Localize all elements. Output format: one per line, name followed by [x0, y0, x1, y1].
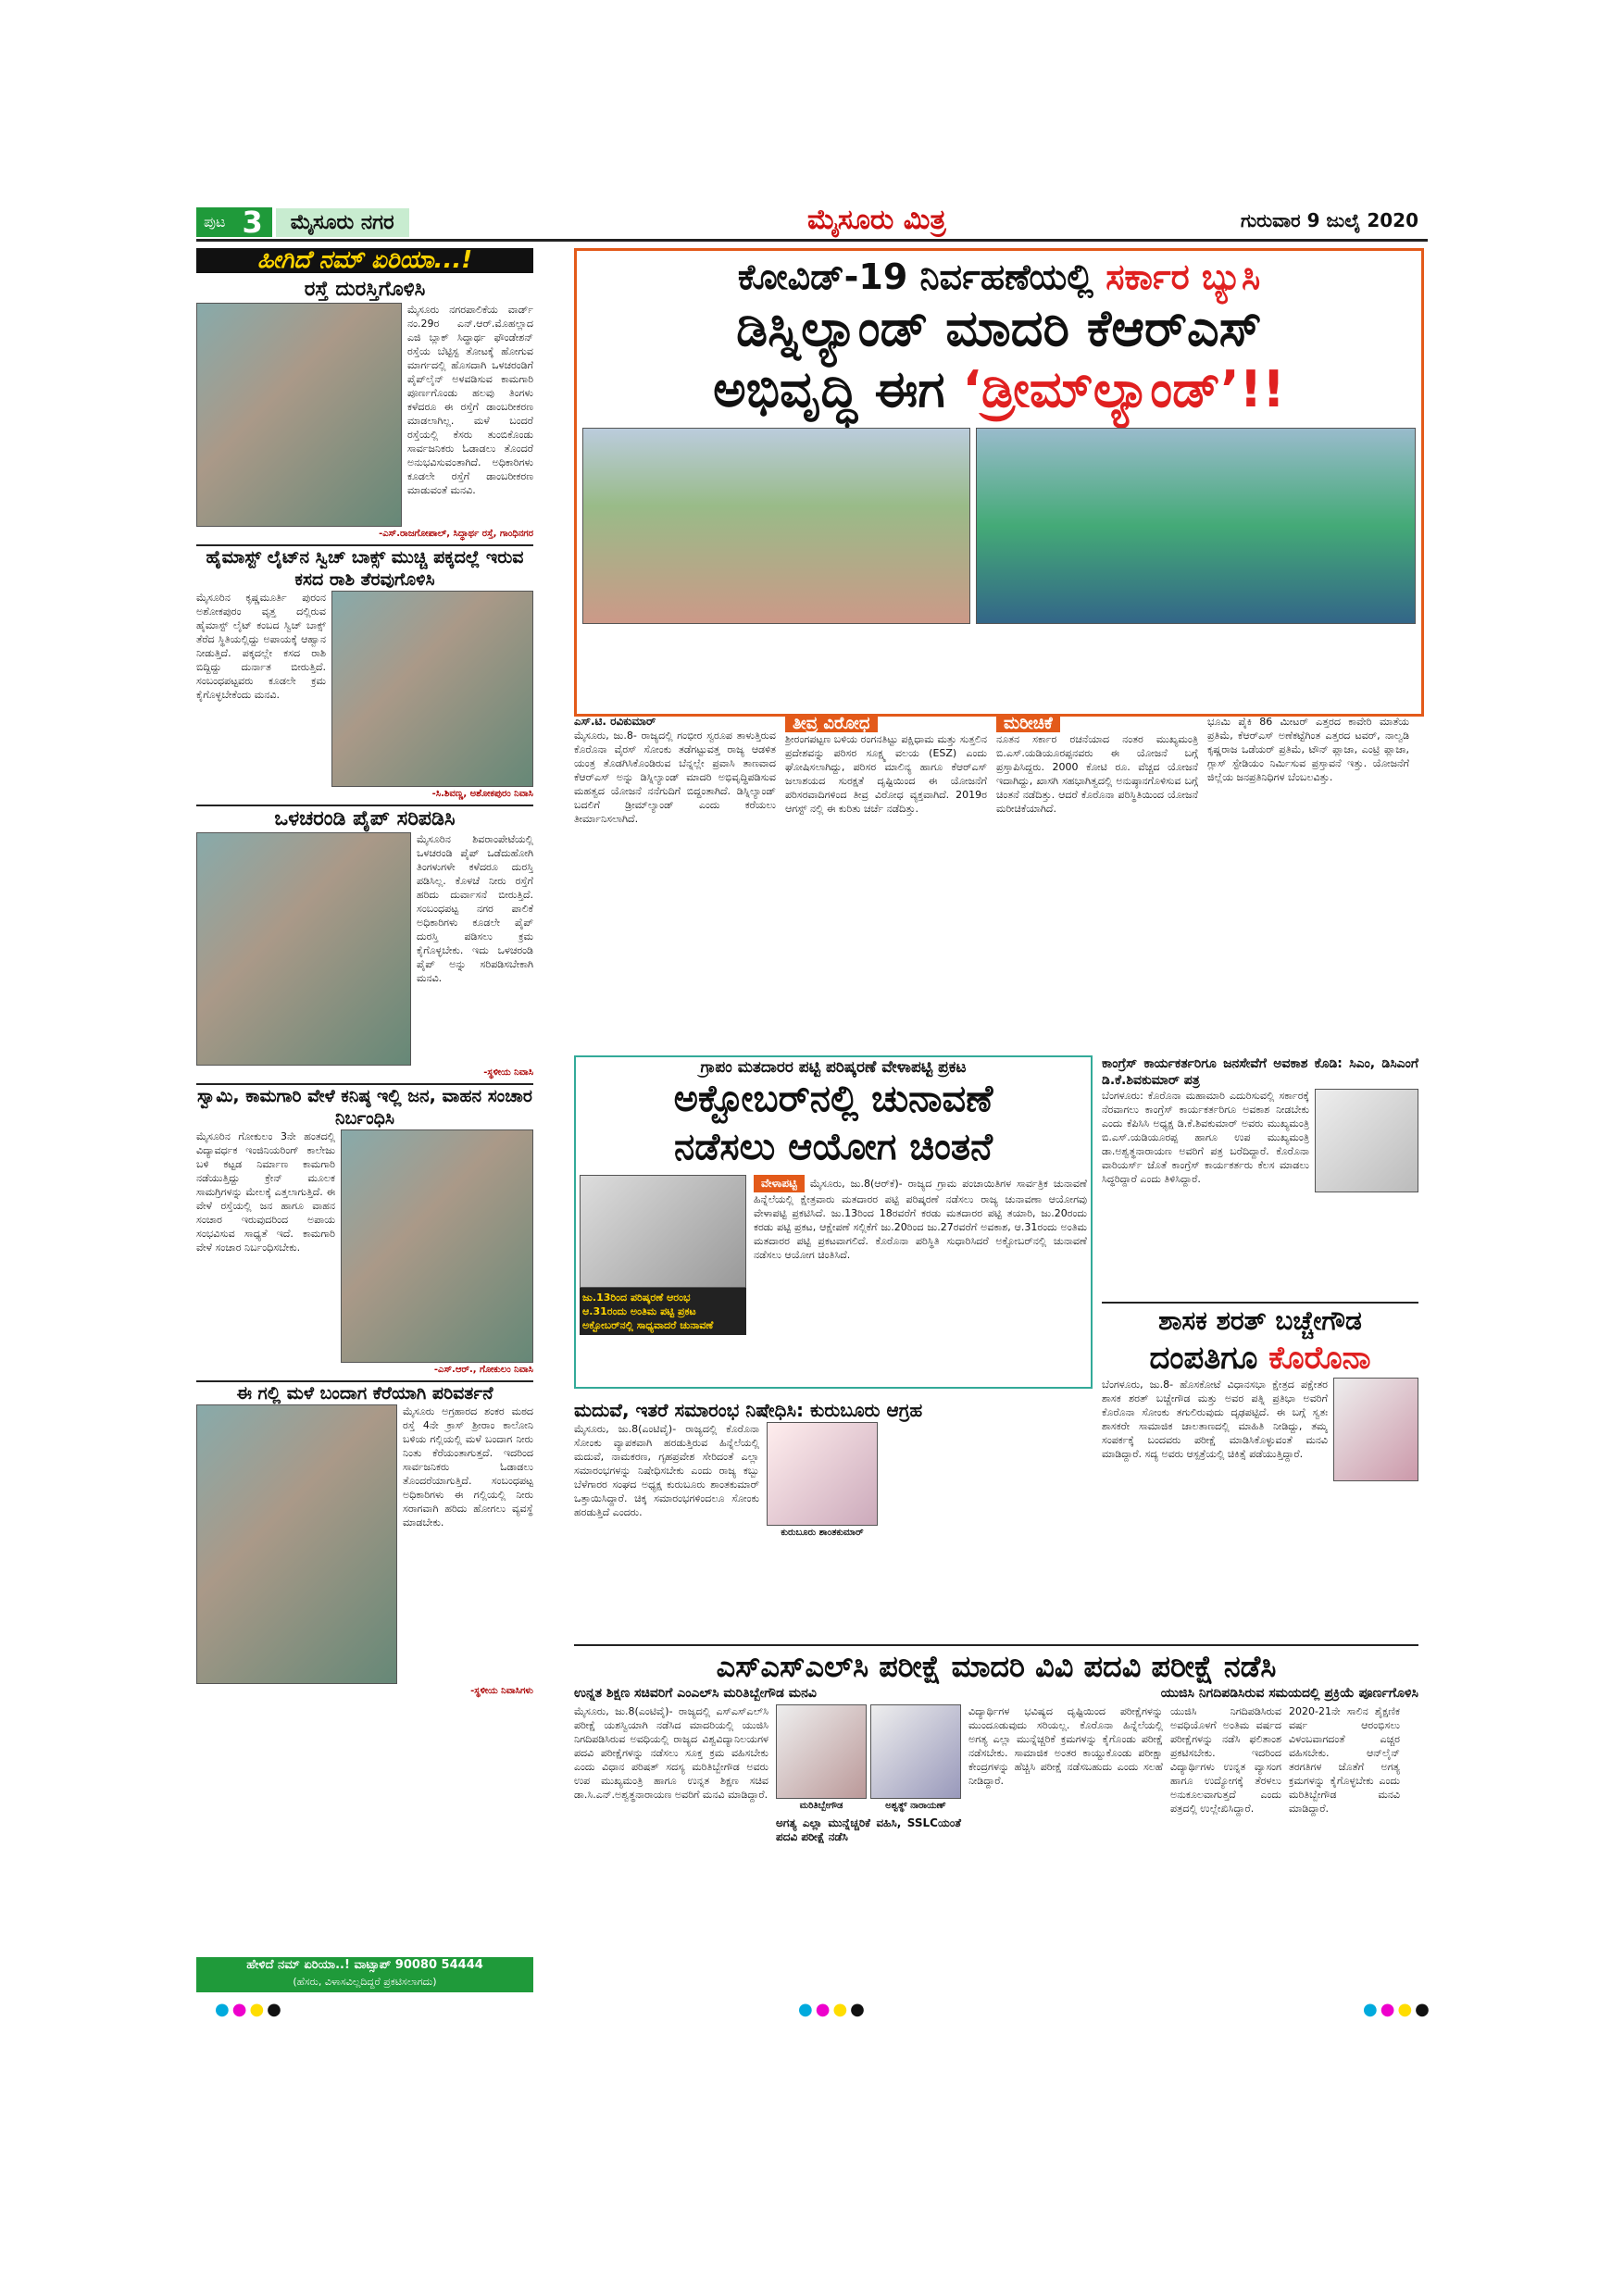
sslc-sub1: ಉನ್ನತ ಶಿಕ್ಷಣ ಸಚಿವರಿಗೆ ಎಂಎಲ್‌ಸಿ ಮರಿತಿಬ್ಬೇಗೌಡ ಮನವಿ: [574, 1686, 817, 1701]
election-body: ಮೈಸೂರು, ಜು.8(ಆರ್‌ಕೆ)- ರಾಜ್ಯದ ಗ್ರಾಮ ಪಂಚಾಯಿತಿಗಳ ಸಾರ್ವತ್ರಿಕ ಚುನಾವಣೆ ಹಿನ್ನೆಲೆಯಲ್ಲಿ ಕ್ಷೇತ್ರವಾರು ಮತದಾರರ ಪಟ್ಟಿ ಪರಿಷ್ಕರಣೆ ನಡೆಸಲು ರಾಜ್ಯ ಚುನಾವಣಾ ಆಯೋಗವು ವೇಳಾಪಟ್ಟಿ ಪ್ರಕಟಿಸಿದೆ. ಜು.13ರಿಂದ 18ರವರೆಗೆ ಕರಡು ಮತದಾರರ ಪಟ್ಟಿ ತಯಾರಿ, ಜು.20ರಂದು ಕರಡು ಪಟ್ಟಿ ಪ್ರಕಟ, ಆಕ್ಷೇಪಣೆ ಸಲ್ಲಿಕೆಗೆ ಜು.20ರಿಂದ ಜು.27ರವರೆಗೆ ಅವಕಾಶ, ಆ.31ರಂದು ಅಂತಿಮ ಮತದಾರರ ಪಟ್ಟಿ ಪ್ರಕಟವಾಗಲಿದೆ. ಕೊರೊನಾ ಪರಿಸ್ಥಿತಿ ಸುಧಾರಿಸಿದರೆ ಅಕ್ಟೋಬರ್‌ನಲ್ಲಿ ಚುನಾವಣೆ ನಡೆಸಲು ಆಯೋಗ ಚಿಂತಿಸಿದೆ.: [754, 1178, 1087, 1261]
registration-dots-left: ●●●●: [215, 2000, 284, 2019]
issue-date: ಗುರುವಾರ 9 ಜುಲೈ 2020: [1241, 209, 1418, 231]
section-title: ಮೈಸೂರು ನಗರ: [276, 208, 409, 237]
mla-headline1: ಶಾಸಕ ಶರತ್ ಬಚ್ಚೇಗೌಡ: [1158, 1305, 1362, 1336]
area-banner: ಹೀಗಿದೆ ನಮ್ ಏರಿಯಾ...!: [196, 248, 533, 273]
registration-dots-right: ●●●●: [1363, 2000, 1432, 2019]
marriage-headline: ಮದುವೆ, ಇತರೆ ಸಮಾರಂಭ ನಿಷೇಧಿಸಿ: ಕುರುಬೂರು ಆಗ್ರಹ: [574, 1399, 923, 1421]
story2-body: ಮೈಸೂರಿನ ಕೃಷ್ಣಮೂರ್ತಿ ಪುರಂನ ಅಶೋಕಪುರಂ ವೃತ್ತ ದಲ್ಲಿರುವ ಹೈಮಾಸ್ಟ್ ಲೈಟ್ ಕಂಬದ ಸ್ವಿಚ್ ಬಾಕ್ಸ್ ತೆರೆದ ಸ್ಥಿತಿಯಲ್ಲಿದ್ದು ಅಪಾಯಕ್ಕೆ ಆಹ್ವಾನ ನೀಡುತ್ತಿದೆ. ಪಕ್ಕದಲ್ಲೇ ಕಸದ ರಾಶಿ ಬಿದ್ದಿದ್ದು ದುರ್ನಾತ ಬೀರುತ್ತಿದೆ. ಸಂಬಂಧಪಟ್ಟವರು ಕೂಡಲೇ ಕ್ರಮ ಕೈಗೊಳ್ಳಬೇಕೆಂದು ಮನವಿ.: [196, 592, 326, 701]
story5-credit: -ಸ್ಥಳೀಯ ನಿವಾಸಿಗಳು: [470, 1686, 533, 1696]
sslc-story: [574, 1644, 1418, 1959]
lead-kicker-black: ಕೋವಿಡ್-19 ನಿರ್ವಹಣೆಯಲ್ಲಿ: [737, 256, 1093, 297]
story5-photo: [196, 1404, 397, 1684]
lead-byline: ಎಸ್.ಟಿ. ರವಿಕುಮಾರ್: [574, 715, 656, 728]
story4-photo: [341, 1129, 533, 1363]
marriage-story: [574, 1398, 1093, 1639]
story4-credit: -ಎಸ್.ಆರ್., ಗೋಕುಲಂ ನಿವಾಸಿ: [433, 1365, 533, 1375]
footer-note: (ಹೆಸರು, ವಿಳಾಸವಿಲ್ಲದಿದ್ದರೆ ಪ್ರಕಟಿಸಲಾಗದು): [293, 1976, 437, 1988]
lead-col2: ಶ್ರೀರಂಗಪಟ್ಟಣ ಬಳಿಯ ರಂಗನತಿಟ್ಟು ಪಕ್ಷಿಧಾಮ ಮತ್ತು ಸುತ್ತಲಿನ ಪ್ರದೇಶವನ್ನು ಪರಿಸರ ಸೂಕ್ಷ್ಮ ವಲಯ (ESZ) ಎಂದು ಘೋಷಿಸಲಾಗಿದ್ದು, ಪರಿಸರ ಮಾಲಿನ್ಯ ಹಾಗೂ ಕೆಆರ್‌ಎಸ್ ಜಲಾಶಯದ ಸುರಕ್ಷತೆ ದೃಷ್ಟಿಯಿಂದ ಈ ಯೋಜನೆಗೆ ಪರಿಸರವಾದಿಗಳಿಂದ ತೀವ್ರ ವಿರೋಧ ವ್ಯಕ್ತವಾಗಿದೆ. 2019ರ ಆಗಸ್ಟ್ ನಲ್ಲಿ ಈ ಕುರಿತು ಚರ್ಚೆ ನಡೆದಿತ್ತು.: [785, 733, 987, 815]
marriage-body: ಮೈಸೂರು, ಜು.8(ಎಂಟಿವೈ)- ರಾಜ್ಯದಲ್ಲಿ ಕೊರೊನಾ ಸೋಂಕು ವ್ಯಾಪಕವಾಗಿ ಹರಡುತ್ತಿರುವ ಹಿನ್ನೆಲೆಯಲ್ಲಿ ಮದುವೆ, ನಾಮಕರಣ, ಗೃಹಪ್ರವೇಶ ಸೇರಿದಂತೆ ಎಲ್ಲಾ ಸಮಾರಂಭಗಳನ್ನು ನಿಷೇಧಿಸಬೇಕು ಎಂದು ರಾಜ್ಯ ಕಬ್ಬು ಬೆಳೆಗಾರರ ಸಂಘದ ಅಧ್ಯಕ್ಷ ಕುರುಬೂರು ಶಾಂತಕುಮಾರ್ ಒತ್ತಾಯಿಸಿದ್ದಾರೆ. ಚಿಕ್ಕ ಸಮಾರಂಭಗಳಿಂದಲೂ ಸೋಂಕು ಹರಡುತ್ತಿದೆ ಎಂದರು.: [574, 1423, 759, 1518]
sslc-col3: ಯುಜಿಸಿ ನಿಗದಿಪಡಿಸಿರುವ ಅವಧಿಯೊಳಗೆ ಅಂತಿಮ ವರ್ಷದ ಪರೀಕ್ಷೆಗಳನ್ನು ನಡೆಸಿ ಫಲಿತಾಂಶ ಪ್ರಕಟಿಸಬೇಕು. ಇದರಿಂದ ವಿದ್ಯಾರ್ಥಿಗಳು ಉನ್ನತ ವ್ಯಾಸಂಗ ಹಾಗೂ ಉದ್ಯೋಗಕ್ಕೆ ತೆರಳಲು ಅನುಕೂಲವಾಗುತ್ತದೆ ಎಂದು ಪತ್ರದಲ್ಲಿ ಉಲ್ಲೇಖಿಸಿದ್ದಾರೆ.: [1170, 1705, 1281, 1815]
story3-body: ಮೈಸೂರಿನ ಶಿವರಾಂಪೇಟೆಯಲ್ಲಿ ಒಳಚರಂಡಿ ಪೈಪ್ ಒಡೆದುಹೋಗಿ ತಿಂಗಳುಗಳೇ ಕಳೆದರೂ ದುರಸ್ತಿ ಪಡಿಸಿಲ್ಲ. ಕೊಳಚೆ ನೀರು ರಸ್ತೆಗೆ ಹರಿದು ದುರ್ವಾಸನೆ ಬೀರುತ್ತಿದೆ. ಸಂಬಂಧಪಟ್ಟ ನಗರ ಪಾಲಿಕೆ ಅಧಿಕಾರಿಗಳು ಕೂಡಲೇ ಪೈಪ್ ದುರಸ್ತಿ ಪಡಿಸಲು ಕ್ರಮ ಕೈಗೊಳ್ಳಬೇಕು. ಇದು ಒಳಚರಂಡಿ ಪೈಪ್ ಅನ್ನು ಸರಿಪಡಿಸಬೇಕಾಗಿ ಮನವಿ.: [417, 833, 533, 984]
ashwath-photo: [870, 1704, 961, 1799]
congress-body: ಬೆಂಗಳೂರು: ಕೊರೊನಾ ಮಹಾಮಾರಿ ಎದುರಿಸುವಲ್ಲಿ ಸರ್ಕಾರಕ್ಕೆ ನೆರವಾಗಲು ಕಾಂಗ್ರೆಸ್ ಕಾರ್ಯಕರ್ತರಿಗೂ ಅವಕಾಶ ನೀಡಬೇಕು ಎಂದು ಕೆಪಿಸಿಸಿ ಅಧ್ಯಕ್ಷ ಡಿ.ಕೆ.ಶಿವಕುಮಾರ್ ಅವರು ಮುಖ್ಯಮಂತ್ರಿ ಬಿ.ಎಸ್.ಯಡಿಯೂರಪ್ಪ ಹಾಗೂ ಉಪ ಮುಖ್ಯಮಂತ್ರಿ ಡಾ.ಅಶ್ವತ್ಥನಾರಾಯಣ ಅವರಿಗೆ ಪತ್ರ ಬರೆದಿದ್ದಾರೆ. ಕೊರೊನಾ ವಾರಿಯರ್ಸ್ ಜೊತೆ ಕಾಂಗ್ರೆಸ್ ಕಾರ್ಯಕರ್ತರು ಕೆಲಸ ಮಾಡಲು ಸಿದ್ಧರಿದ್ದಾರೆ ಎಂದು ತಿಳಿಸಿದ್ದಾರೆ.: [1102, 1090, 1309, 1185]
story5-body: ಮೈಸೂರು ಅಗ್ರಹಾರದ ಶಂಕರ ಮಠದ ರಸ್ತೆ 4ನೇ ಕ್ರಾಸ್ ಶ್ರೀರಾಂ ಕಾಲೋನಿ ಬಳಿಯ ಗಲ್ಲಿಯಲ್ಲಿ ಮಳೆ ಬಂದಾಗ ನೀರು ನಿಂತು ಕೆರೆಯಂತಾಗುತ್ತದೆ. ಇದರಿಂದ ಸಾರ್ವಜನಿಕರು ಓಡಾಡಲು ತೊಂದರೆಯಾಗುತ್ತಿದೆ. ಸಂಬಂಧಪಟ್ಟ ಅಧಿಕಾರಿಗಳು ಈ ಗಲ್ಲಿಯಲ್ಲಿ ನೀರು ಸರಾಗವಾಗಿ ಹರಿದು ಹೋಗಲು ವ್ಯವಸ್ಥೆ ಮಾಡಬೇಕು.: [403, 1405, 533, 1529]
story4-headline: ಸ್ವಾಮಿ, ಕಾಮಗಾರಿ ವೇಳೆ ಕನಿಷ್ಠ ಇಲ್ಲಿ ಜನ, ವಾಹನ ಸಂಚಾರ ನಿರ್ಬಂಧಿಸಿ: [197, 1086, 532, 1129]
registration-dots-center: ●●●●: [798, 2000, 868, 2019]
left-column: [196, 248, 533, 1952]
story2-headline: ಹೈಮಾಸ್ಟ್ ಲೈಟ್‌ನ ಸ್ವಿಚ್ ಬಾಕ್ಸ್ ಮುಚ್ಚಿ ಪಕ್ಕದಲ್ಲೆ ಇರುವ ಕಸದ ರಾಶಿ ತೆರವುಗೊಳಿಸಿ: [206, 547, 524, 590]
story1-credit: -ಎಸ್.ರಾಜಗೋಪಾಲ್, ಸಿದ್ಧಾರ್ಥ ರಸ್ತೆ, ಗಾಂಧಿನಗರ: [379, 529, 533, 539]
election-bullet1: ಜು.13ರಿಂದ ಪರಿಷ್ಕರಣೆ ಆರಂಭ: [582, 1292, 691, 1304]
lead-headline-black: ಅಭಿವೃದ್ಧಿ ಈಗ: [713, 360, 945, 418]
story5-headline: ಈ ಗಲ್ಲಿ ಮಳೆ ಬಂದಾಗ ಕೆರೆಯಾಗಿ ಪರಿವರ್ತನೆ: [236, 1383, 493, 1404]
mla-headline2-red: ಕೊರೊನಾ: [1268, 1340, 1371, 1377]
lead-headline-line2: [577, 359, 1421, 420]
story2-photo: [331, 591, 533, 787]
area-footer: [196, 1957, 533, 1992]
page-number: 3: [232, 207, 271, 237]
lead-kicker-red: ಸರ್ಕಾರ ಬ್ಯುಸಿ: [1106, 256, 1261, 297]
lead-body: [574, 715, 1418, 1048]
lead-story-box: [574, 248, 1424, 717]
story3-credit: -ಸ್ಥಳೀಯ ನಿವಾಸಿ: [483, 1067, 533, 1078]
sslc-quote: ಅಗತ್ಯ ಎಲ್ಲಾ ಮುನ್ನೆಚ್ಚರಿಕೆ ವಹಿಸಿ, SSLCಯಂತೆ ಪದವಿ ಪರೀಕ್ಷೆ ನಡೆಸಿ: [776, 1816, 961, 1843]
election-kicker: ಗ್ರಾಪಂ ಮತದಾರರ ಪಟ್ಟಿ ಪರಿಷ್ಕರಣೆ ವೇಳಾಪಟ್ಟಿ ಪ್ರಕಟ: [700, 1058, 967, 1077]
tag-mirage: ಮರೀಚಿಕೆ: [996, 715, 1060, 732]
election-story: [574, 1055, 1093, 1389]
mla-body: ಬೆಂಗಳೂರು, ಜು.8- ಹೊಸಕೋಟೆ ವಿಧಾನಸಭಾ ಕ್ಷೇತ್ರದ ಪಕ್ಷೇತರ ಶಾಸಕ ಶರತ್ ಬಚ್ಚೇಗೌಡ ಮತ್ತು ಅವರ ಪತ್ನಿ ಪ್ರತಿಭಾ ಅವರಿಗೆ ಕೊರೊನಾ ಸೋಂಕು ತಗುಲಿರುವುದು ದೃಢಪಟ್ಟಿದೆ. ಈ ಬಗ್ಗೆ ಸ್ವತಃ ಶಾಸಕರೇ ಸಾಮಾಜಿಕ ಜಾಲತಾಣದಲ್ಲಿ ಮಾಹಿತಿ ನೀಡಿದ್ದು, ತಮ್ಮ ಸಂಪರ್ಕಕ್ಕೆ ಬಂದವರು ಪರೀಕ್ಷೆ ಮಾಡಿಸಿಕೊಳ್ಳುವಂತೆ ಮನವಿ ಮಾಡಿದ್ದಾರೆ. ಸದ್ಯ ಅವರು ಆಸ್ಪತ್ರೆಯಲ್ಲಿ ಚಿಕಿತ್ಸೆ ಪಡೆಯುತ್ತಿದ್ದಾರೆ.: [1102, 1379, 1328, 1460]
election-tag: ವೇಳಾಪಟ್ಟಿ: [754, 1175, 805, 1192]
footer-whatsapp: ಹೇಳಿದೆ ನಮ್ ಏರಿಯಾ..! ವಾಟ್ಸಾಪ್ 90080 54444: [246, 1958, 483, 1972]
sslc-sub2: ಯುಜಿಸಿ ನಿಗದಿಪಡಿಸಿರುವ ಸಮಯದಲ್ಲಿ ಪ್ರಕ್ರಿಯೆ ಪೂರ್ಣಗೊಳಿಸಿ: [1160, 1686, 1418, 1701]
congress-headline: ಕಾಂಗ್ರೆಸ್ ಕಾರ್ಯಕರ್ತರಿಗೂ ಜನಸೇವೆಗೆ ಅವಕಾಶ ಕೊಡಿ: ಸಿಎಂ, ಡಿಸಿಎಂಗೆ ಡಿ.ಕೆ.ಶಿವಕುಮಾರ್ ಪತ್ರ: [1102, 1056, 1418, 1088]
sslc-col1: ಮೈಸೂರು, ಜು.8(ಎಂಟಿವೈ)- ರಾಜ್ಯದಲ್ಲಿ ಎಸ್‌ಎಸ್‌ಎಲ್‌ಸಿ ಪರೀಕ್ಷೆ ಯಶಸ್ವಿಯಾಗಿ ನಡೆಸಿದ ಮಾದರಿಯಲ್ಲಿ ಯುಜಿಸಿ ನಿಗದಿಪಡಿಸಿರುವ ಅವಧಿಯಲ್ಲಿ ರಾಜ್ಯದ ವಿಶ್ವವಿದ್ಯಾನಿಲಯಗಳ ಪದವಿ ಪರೀಕ್ಷೆಗಳನ್ನು ನಡೆಸಲು ಸೂಕ್ತ ಕ್ರಮ ವಹಿಸಬೇಕು ಎಂದು ವಿಧಾನ ಪರಿಷತ್ ಸದಸ್ಯ ಮರಿತಿಬ್ಬೇಗೌಡ ಅವರು ಉಪ ಮುಖ್ಯಮಂತ್ರಿ ಹಾಗೂ ಉನ್ನತ ಶಿಕ್ಷಣ ಸಚಿವ ಡಾ.ಸಿ.ಎನ್.ಅಶ್ವತ್ಥನಾರಾಯಣ ಅವರಿಗೆ ಮನವಿ ಮಾಡಿದ್ದಾರೆ.: [574, 1705, 768, 1801]
election-headline2: ನಡೆಸಲು ಆಯೋಗ ಚಿಂತನೆ: [674, 1126, 993, 1168]
newspaper-page: [196, 204, 1432, 2019]
caption-ashwath: ಅಶ್ವತ್ಥ್ ನಾರಾಯಣ್: [885, 1801, 946, 1811]
story2-credit: -ಸಿ.ಶಿವಣ್ಣ, ಅಶೋಕಪುರಂ ನಿವಾಸಿ: [431, 789, 533, 799]
story4-body: ಮೈಸೂರಿನ ಗೋಕುಲಂ 3ನೇ ಹಂತದಲ್ಲಿ ವಿದ್ಯಾವರ್ಧಕ ಇಂಜಿನಿಯರಿಂಗ್ ಕಾಲೇಜು ಬಳಿ ಕಟ್ಟಡ ನಿರ್ಮಾಣ ಕಾಮಗಾರಿ ನಡೆಯುತ್ತಿದ್ದು ಕ್ರೇನ್ ಮೂಲಕ ಸಾಮಗ್ರಿಗಳನ್ನು ಮೇಲಕ್ಕೆ ಎತ್ತಲಾಗುತ್ತಿದೆ. ಈ ವೇಳೆ ರಸ್ತೆಯಲ್ಲಿ ಜನ ಹಾಗೂ ವಾಹನ ಸಂಚಾರ ಇರುವುದರಿಂದ ಅಪಾಯ ಸಂಭವಿಸುವ ಸಾಧ್ಯತೆ ಇದೆ. ಕಾಮಗಾರಿ ವೇಳೆ ಸಂಚಾರ ನಿರ್ಬಂಧಿಸಬೇಕು.: [196, 1130, 335, 1254]
page-header: [196, 204, 1428, 242]
story3-headline: ಒಳಚರಂಡಿ ಪೈಪ್ ಸರಿಪಡಿಸಿ: [274, 807, 456, 830]
mla-photo: [1333, 1378, 1418, 1481]
kuruburu-photo: [767, 1422, 878, 1526]
page-number-block: [196, 205, 409, 240]
story1-headline: ರಸ್ತೆ ದುರಸ್ತಿಗೊಳಿಸಿ: [304, 278, 426, 301]
dreamland-render-photo: [976, 428, 1416, 624]
story3-photo: [196, 832, 411, 1066]
masthead: ಮೈಸೂರು ಮಿತ್ರ: [807, 204, 946, 236]
brindavan-garden-photo: [582, 428, 970, 624]
page-tag: ಪುಟ: [196, 207, 232, 237]
dk-shivakumar-photo: [1315, 1089, 1418, 1192]
story1-photo: [196, 303, 402, 527]
election-bullet2: ಆ.31ರಂದು ಅಂತಿಮ ಪಟ್ಟಿ ಪ್ರಕಟ: [582, 1305, 696, 1317]
caption-maritibbegowda: ಮರಿತಿಬ್ಬೇಗೌಡ: [799, 1801, 843, 1811]
story1-body: ಮೈಸೂರು ನಗರಪಾಲಿಕೆಯ ವಾರ್ಡ್ ನಂ.29ರ ಎನ್.ಆರ್.ಮೊಹಲ್ಲಾದ ಎಜಿ ಬ್ಲಾಕ್ ಸಿದ್ಧಾರ್ಥ ಫೌಂಡೇಶನ್ ರಸ್ತೆಯ ಬೆಟ್ಟಿಸ್ಟ ತೋಟಕ್ಕೆ ಹೋಗುವ ಮಾರ್ಗದಲ್ಲಿ ಹೊಸದಾಗಿ ಒಳಚರಂಡಿಗೆ ಪೈಪ್‌ಲೈನ್ ಅಳವಡಿಸುವ ಕಾಮಗಾರಿ ಪೂರ್ಣಗೊಂಡು ಹಲವು ತಿಂಗಳು ಕಳೆದರೂ ಈ ರಸ್ತೆಗೆ ಡಾಂಬರೀಕರಣ ಮಾಡಲಾಗಿಲ್ಲ. ಮಳೆ ಬಂದರೆ ರಸ್ತೆಯಲ್ಲಿ ಕೆಸರು ತುಂಬಿಕೊಂಡು ಸಾರ್ವಜನಿಕರು ಓಡಾಡಲು ತೊಂದರೆ ಅನುಭವಿಸುವಂತಾಗಿದೆ. ಅಧಿಕಾರಿಗಳು ಕೂಡಲೇ ರಸ್ತೆಗೆ ಡಾಂಬರೀಕರಣ ಮಾಡುವಂತೆ ಮನವಿ.: [407, 304, 533, 496]
sslc-col2: ವಿದ್ಯಾರ್ಥಿಗಳ ಭವಿಷ್ಯದ ದೃಷ್ಟಿಯಿಂದ ಪರೀಕ್ಷೆಗಳನ್ನು ಮುಂದೂಡುವುದು ಸರಿಯಲ್ಲ. ಕೊರೊನಾ ಹಿನ್ನೆಲೆಯಲ್ಲಿ ಅಗತ್ಯ ಎಲ್ಲಾ ಮುನ್ನೆಚ್ಚರಿಕೆ ಕ್ರಮಗಳನ್ನು ಕೈಗೊಂಡು ಪರೀಕ್ಷೆ ನಡೆಸಬೇಕು. ಸಾಮಾಜಿಕ ಅಂತರ ಕಾಯ್ದುಕೊಂಡು ಪರೀಕ್ಷಾ ಕೇಂದ್ರಗಳನ್ನು ಹೆಚ್ಚಿಸಿ ಪರೀಕ್ಷೆ ನಡೆಸಬಹುದು ಎಂದು ಸಲಹೆ ನೀಡಿದ್ದಾರೆ.: [968, 1705, 1163, 1787]
tag-opposition: ತೀವ್ರ ವಿರೋಧ: [785, 715, 878, 732]
lead-headline-red: ‘ಡ್ರೀಮ್‌ಲ್ಯಾಂಡ್’!!: [962, 360, 1285, 418]
congress-story: [1102, 1055, 1418, 1296]
lead-col3: ನೂತನ ಸರ್ಕಾರ ರಚನೆಯಾದ ನಂತರ ಮುಖ್ಯಮಂತ್ರಿ ಬಿ.ಎಸ್.ಯಡಿಯೂರಪ್ಪನವರು ಈ ಯೋಜನೆ ಬಗ್ಗೆ ಪ್ರಸ್ತಾಪಿಸಿದ್ದರು. 2000 ಕೋಟಿ ರೂ. ವೆಚ್ಚದ ಯೋಜನೆ ಇದಾಗಿದ್ದು, ಖಾಸಗಿ ಸಹಭಾಗಿತ್ವದಲ್ಲಿ ಅನುಷ್ಠಾನಗೊಳಿಸುವ ಬಗ್ಗೆ ಚಿಂತನೆ ನಡೆದಿತ್ತು. ಆದರೆ ಕೊರೊನಾ ಪರಿಸ್ಥಿತಿಯಿಂದ ಯೋಜನೆ ಮರೀಚಿಕೆಯಾಗಿದೆ.: [996, 733, 1198, 815]
lead-col1: ಮೈಸೂರು, ಜು.8- ರಾಜ್ಯದಲ್ಲಿ ಗಂಭೀರ ಸ್ವರೂಪ ತಾಳುತ್ತಿರುವ ಕೊರೊನಾ ವೈರಸ್ ಸೋಂಕು ತಡೆಗಟ್ಟುವತ್ತ ರಾಜ್ಯ ಆಡಳಿತ ಯಂತ್ರ ತೊಡಗಿಸಿಕೊಂಡಿರುವ ಬೆನ್ನಲ್ಲೇ ಪ್ರವಾಸಿ ತಾಣವಾದ ಕೆಆರ್‌ಎಸ್ ಅನ್ನು ಡಿಸ್ನಿಲ್ಯಾಂಡ್ ಮಾದರಿ ಅಭಿವೃದ್ಧಿಪಡಿಸುವ ಮಹತ್ವದ ಯೋಜನೆ ನನೆಗುದಿಗೆ ಬಿದ್ದಂತಾಗಿದೆ. ಡಿಸ್ನಿಲ್ಯಾಂಡ್ ಬದಲಿಗೆ ಡ್ರೀಮ್‌ಲ್ಯಾಂಡ್ ಎಂದು ಕರೆಯಲು ತೀರ್ಮಾನಿಸಲಾಗಿದೆ.: [574, 730, 776, 825]
election-headline1: ಅಕ್ಟೋಬರ್‌ನಲ್ಲಿ ಚುನಾವಣೆ: [673, 1078, 993, 1120]
voting-finger-photo: [580, 1175, 746, 1288]
election-bullet3: ಅಕ್ಟೋಬರ್‌ನಲ್ಲಿ ಸಾಧ್ಯವಾದರೆ ಚುನಾವಣೆ: [582, 1319, 714, 1331]
mla-headline2: [1102, 1339, 1418, 1378]
lead-col4: ಭೂಮಿ ಪೈಕಿ 86 ಮೀಟರ್ ಎತ್ತರದ ಕಾವೇರಿ ಮಾತೆಯ ಪ್ರತಿಮೆ, ಕೆಆರ್‌ಎಸ್ ಅಣೆಕಟ್ಟೆಗಿಂತ ಎತ್ತರದ ಟವರ್, ನಾಲ್ವಡಿ ಕೃಷ್ಣರಾಜ ಒಡೆಯರ್ ಪ್ರತಿಮೆ, ಟೌನ್ ಪ್ಲಾಜಾ, ಎಂಟ್ರಿ ಪ್ಲಾಜಾ, ಗ್ಲಾಸ್ ಸ್ಟೇಡಿಯಂ ನಿರ್ಮಿಸುವ ಪ್ರಸ್ತಾವನೆ ಇತ್ತು. ಯೋಜನೆಗೆ ಜಿಲ್ಲೆಯ ಜನಪ್ರತಿನಿಧಿಗಳ ಬೆಂಬಲವಿತ್ತು.: [1207, 716, 1409, 783]
mla-headline2-black: ದಂಪತಿಗೂ: [1149, 1340, 1258, 1377]
maritibbegowda-photo: [776, 1704, 867, 1799]
lead-headline-line1: ಡಿಸ್ನಿಲ್ಯಾಂಡ್ ಮಾದರಿ ಕೆಆರ್‌ಎಸ್: [736, 299, 1262, 357]
lead-kicker: [577, 256, 1421, 298]
sslc-col4: 2020-21ನೇ ಸಾಲಿನ ಶೈಕ್ಷಣಿಕ ವರ್ಷ ಆರಂಭಿಸಲು ವಿಳಂಬವಾಗದಂತೆ ಎಚ್ಚರ ವಹಿಸಬೇಕು. ಆನ್‌ಲೈನ್ ತರಗತಿಗಳ ಜೊತೆಗೆ ಅಗತ್ಯ ಕ್ರಮಗಳನ್ನು ಕೈಗೊಳ್ಳಬೇಕು ಎಂದು ಮರಿತಿಬ್ಬೇಗೌಡ ಮನವಿ ಮಾಡಿದ್ದಾರೆ.: [1289, 1705, 1400, 1815]
mla-story: [1102, 1302, 1418, 1635]
sslc-headline: ಎಸ್‌ಎಸ್‌ಎಲ್‌ಸಿ ಪರೀಕ್ಷೆ ಮಾದರಿ ವಿವಿ ಪದವಿ ಪರೀಕ್ಷೆ ನಡೆಸಿ: [716, 1649, 1277, 1684]
kuruburu-caption: ಕುರುಬೂರು ಶಾಂತಕುಮಾರ್: [781, 1528, 864, 1538]
